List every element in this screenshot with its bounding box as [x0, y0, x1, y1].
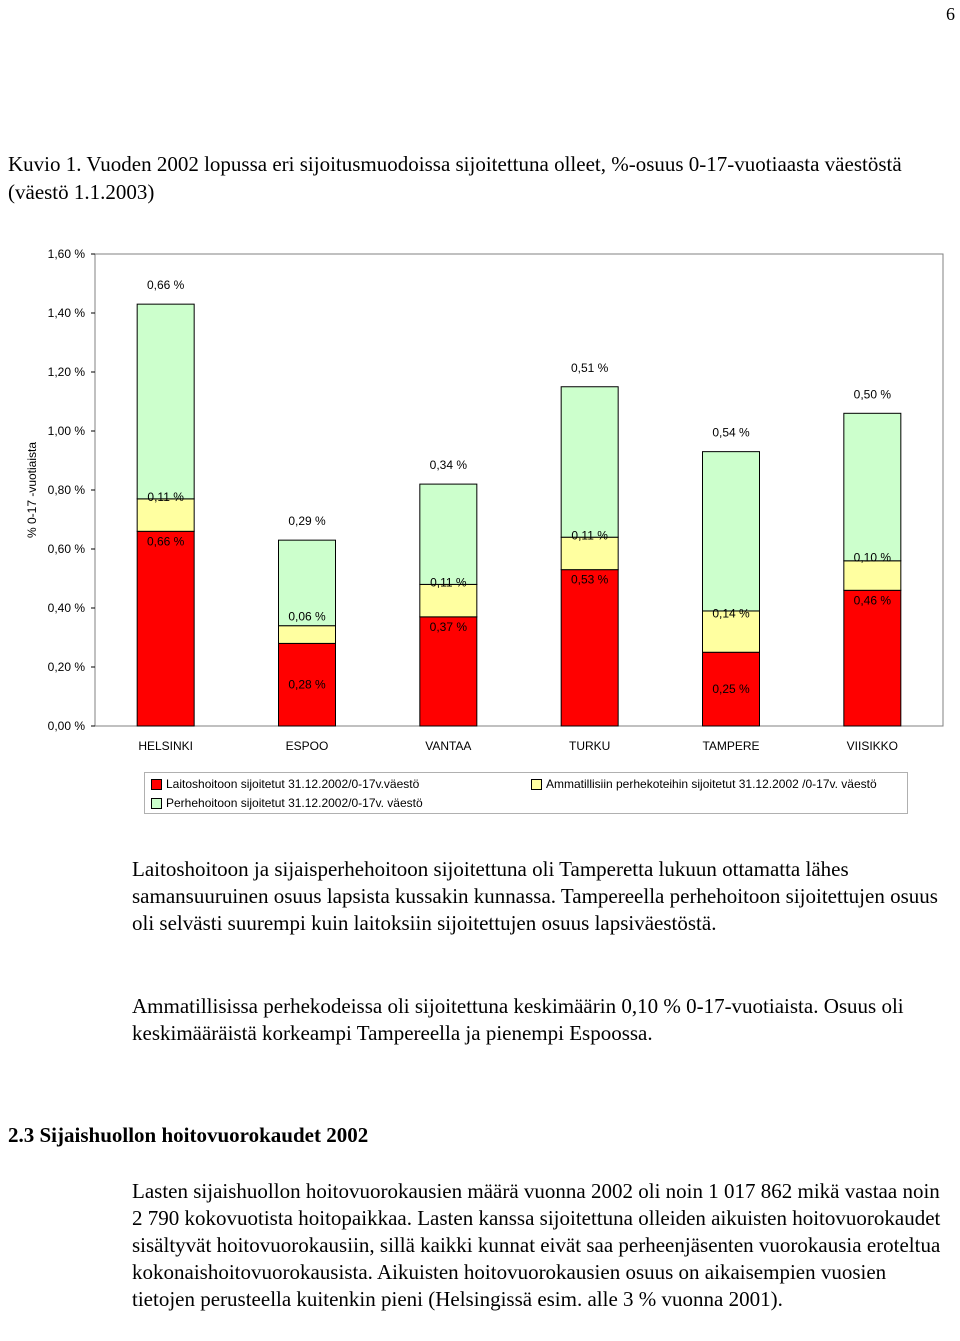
section-heading: 2.3 Sijaishuollon hoitovuorokaudet 2002: [8, 1123, 369, 1147]
y-tick-label: 1,00 %: [47, 424, 85, 438]
bar-segment-perhe: [561, 387, 618, 537]
bar-segment-laitos: [137, 531, 194, 726]
stacked-bar-chart: [0, 240, 960, 760]
data-label: 0,29 %: [288, 514, 326, 529]
data-label: 0,11 %: [147, 490, 184, 505]
x-category-label: VANTAA: [425, 739, 472, 753]
data-label: 0,53 %: [570, 572, 609, 587]
data-label: 0,25 %: [712, 682, 750, 697]
data-label: 0,50 %: [853, 387, 892, 402]
y-axis-title: % 0-17 -vuotiaista: [25, 441, 39, 539]
bar-segment-perhe: [703, 452, 760, 611]
legend-item-laitos: [151, 777, 419, 791]
paragraph-professional-family-homes: Ammatillisissa perhekodeissa oli sijoitettuna keskimäärin 0,10 % 0-17-vuotiaista. Osuus oli keskimääräistä korkeampi Tampereella ja pienempi Espoossa.: [132, 994, 904, 1045]
x-category-label: TAMPERE: [702, 739, 760, 753]
y-tick-label: 1,20 %: [47, 365, 85, 379]
y-tick-label: 0,60 %: [47, 542, 85, 556]
y-tick-label: 0,40 %: [47, 601, 85, 615]
data-label: 0,37 %: [429, 619, 468, 634]
paragraph-placement-share: Laitoshoitoon ja sijaisperhehoitoon sijoitettuna oli Tamperetta lukuun ottamatta lähes samansuuruinen osuus lapsista kussakin kunnassa. Tampereella perhehoitoon sijoitettujen osuus oli selvästi suurempi kuin laitoksiin sijoitettujen osuus lapsiväestöstä.: [132, 857, 938, 935]
y-tick-label: 1,40 %: [47, 306, 85, 320]
data-label: 0,54 %: [712, 425, 750, 440]
data-label: 0,34 %: [429, 458, 468, 473]
bar-segment-perhe: [137, 304, 194, 499]
y-tick-label: 0,20 %: [47, 660, 85, 674]
bar-segment-laitos: [561, 570, 618, 726]
legend-item-perhe: [151, 796, 423, 810]
legend-label-laitos: Laitoshoitoon sijoitetut 31.12.2002/0-17v.väestö: [166, 777, 420, 791]
y-tick-label: 1,60 %: [47, 247, 85, 261]
legend-swatch-ammatillinen: [531, 779, 542, 790]
paragraph-care-days: Lasten sijaishuollon hoitovuorokausien määrä vuonna 2002 oli noin 1 017 862 mikä vastaa noin 2 790 kokovuotista hoitopaikkaa. Lasten kanssa sijoitettuna olleiden aikuisten hoitovuorokaudet sisältyvät hoitovuorokausiin, sillä kaikki kunnat eivät saa perheenjäsenten vuorokausia eroteltua kokonaishoitovuorokausista. Aikuisten hoitovuorokausien osuus on aikaisempien vuosien tietojen perusteella kuitenkin pieni (Helsingissä esim. alle 3 % vuonna 2001).: [132, 1179, 941, 1311]
bar-segment-ammatillinen: [279, 626, 336, 644]
x-category-label: HELSINKI: [138, 739, 194, 753]
data-label: 0,11 %: [571, 528, 608, 543]
legend-label-ammatillinen: Ammatillisiin perhekoteihin sijoitetut 31.12.2002 /0-17v. väestö: [546, 777, 877, 791]
legend-swatch-perhe: [151, 798, 162, 809]
page-number: 6: [946, 4, 955, 24]
bar-segment-perhe: [420, 484, 477, 584]
chart-legend: [144, 772, 908, 814]
x-category-label: TURKU: [568, 739, 611, 753]
x-category-label: ESPOO: [285, 739, 329, 753]
y-tick-label: 0,00 %: [47, 719, 85, 733]
x-category-label: VIISIKKO: [846, 739, 899, 753]
data-label: 0,66 %: [146, 278, 185, 293]
legend-label-perhe: Perhehoitoon sijoitetut 31.12.2002/0-17v. väestö: [166, 796, 423, 810]
data-label: 0,51 %: [570, 360, 609, 375]
bar-segment-ammatillinen: [844, 561, 901, 591]
figure-caption: Kuvio 1. Vuoden 2002 lopussa eri sijoitusmuodoissa sijoitettuna olleet, %-osuus 0-17-vuotiaasta väestöstä (väestö 1.1.2003): [8, 152, 902, 204]
data-label: 0,11 %: [430, 575, 467, 590]
data-label: 0,46 %: [853, 593, 892, 608]
legend-item-ammatillinen: [531, 777, 877, 791]
plot-area: [95, 254, 943, 726]
bar-segment-laitos: [844, 590, 901, 726]
data-label: 0,66 %: [146, 534, 185, 549]
data-label: 0,28 %: [288, 677, 326, 692]
bar-segment-perhe: [844, 413, 901, 561]
legend-swatch-laitos: [151, 779, 162, 790]
data-label: 0,10 %: [853, 550, 892, 565]
data-label: 0,14 %: [712, 606, 750, 621]
data-label: 0,06 %: [288, 609, 326, 624]
y-tick-label: 0,80 %: [47, 483, 85, 497]
